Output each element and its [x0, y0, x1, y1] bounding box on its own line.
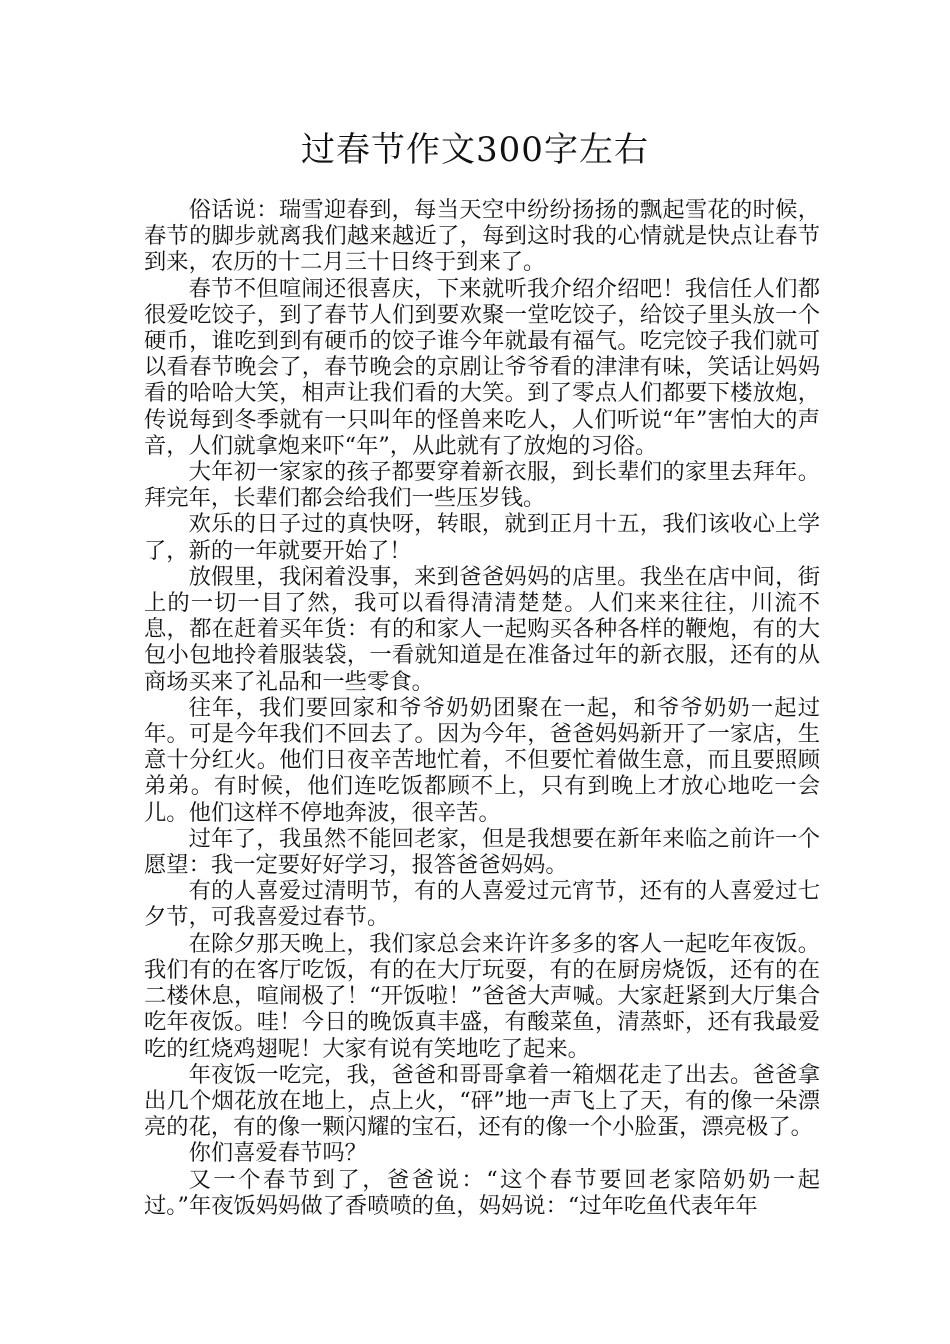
- paragraph: 放假里，我闲着没事，来到爸爸妈妈的店里。我坐在店中间，街上的一切一目了然，我可以看得清清楚楚。人们来来往往，川流不息，都在赶着买年货：有的和家人一起购买各种各样的鞭炮，有的大包小包地拎着服装袋，一看就知道是在准备过年的新衣服，还有的从商场买来了礼品和一些零食。: [144, 563, 820, 695]
- paragraph: 春节不但喧闹还很喜庆，下来就听我介绍介绍吧！我信任人们都很爱吃饺子，到了春节人们到要欢聚一堂吃饺子，给饺子里头放一个硬币，谁吃到到有硬币的饺子谁今年就最有福气。吃完饺子我们就可以看春节晚会了，春节晚会的京剧让爷爷看的津津有味，笑话让妈妈看的哈哈大笑，相声让我们看的大笑。到了零点人们都要下楼放炮，传说每到冬季就有一只叫年的怪兽来吃人，人们听说“年”害怕大的声音，人们就拿炮来吓“年”，从此就有了放炮的习俗。: [144, 275, 820, 459]
- document-body: [144, 197, 820, 1219]
- paragraph: 你们喜爱春节吗？: [188, 1140, 367, 1167]
- paragraph: 往年，我们要回家和爷爷奶奶团聚在一起，和爷爷奶奶一起过年。可是今年我们不回去了。因为今年，爸爸妈妈新开了一家店，生意十分红火。他们日夜辛苦地忙着，不但要忙着做生意，而且要照顾弟弟。有时候，他们连吃饭都顾不上，只有到晚上才放心地吃一会儿。他们这样不停地奔波，很辛苦。: [144, 694, 820, 826]
- paragraph: 过年了，我虽然不能回老家，但是我想要在新年来临之前许一个愿望：我一定要好好学习，报答爸爸妈妈。: [144, 825, 820, 879]
- document-title: 过春节作文300字左右: [301, 130, 649, 170]
- paragraph: 欢乐的日子过的真快呀，转眼，就到正月十五，我们该收心上学了，新的一年就要开始了！: [144, 511, 820, 564]
- paragraph: 有的人喜爱过清明节，有的人喜爱过元宵节，还有的人喜爱过七夕节，可我喜爱过春节。: [144, 878, 820, 931]
- paragraph: 又一个春节到了，爸爸说：“这个春节要回老家陪奶奶一起过。”年夜饭妈妈做了香喷喷的鱼，妈妈说：“过年吃鱼代表年年: [144, 1166, 820, 1219]
- paragraph: 俗话说：瑞雪迎春到，每当天空中纷纷扬扬的飘起雪花的时候，春节的脚步就离我们越来越近了，每到这时我的心情就是快点让春节到来，农历的十二月三十日终于到来了。: [144, 197, 820, 276]
- paragraph: 在除夕那天晚上，我们家总会来许许多多的客人一起吃年夜饭。我们有的在客厅吃饭，有的在大厅玩耍，有的在厨房烧饭，还有的在二楼休息，喧闹极了！“开饭啦！”爸爸大声喊。大家赶紧到大厅集合吃年夜饭。哇！今日的晚饭真丰盛，有酸菜鱼，清蒸虾，还有我最爱吃的红烧鸡翅呢！大家有说有笑地吃了起来。: [144, 930, 820, 1062]
- paragraph: 大年初一家家的孩子都要穿着新衣服，到长辈们的家里去拜年。拜完年，长辈们都会给我们一些压岁钱。: [144, 459, 820, 512]
- paragraph: 年夜饭一吃完，我，爸爸和哥哥拿着一箱烟花走了出去。爸爸拿出几个烟花放在地上，点上火，“砰”地一声飞上了天，有的像一朵漂亮的花，有的像一颗闪耀的宝石，还有的像一个小脸蛋，漂亮极了。: [144, 1061, 820, 1141]
